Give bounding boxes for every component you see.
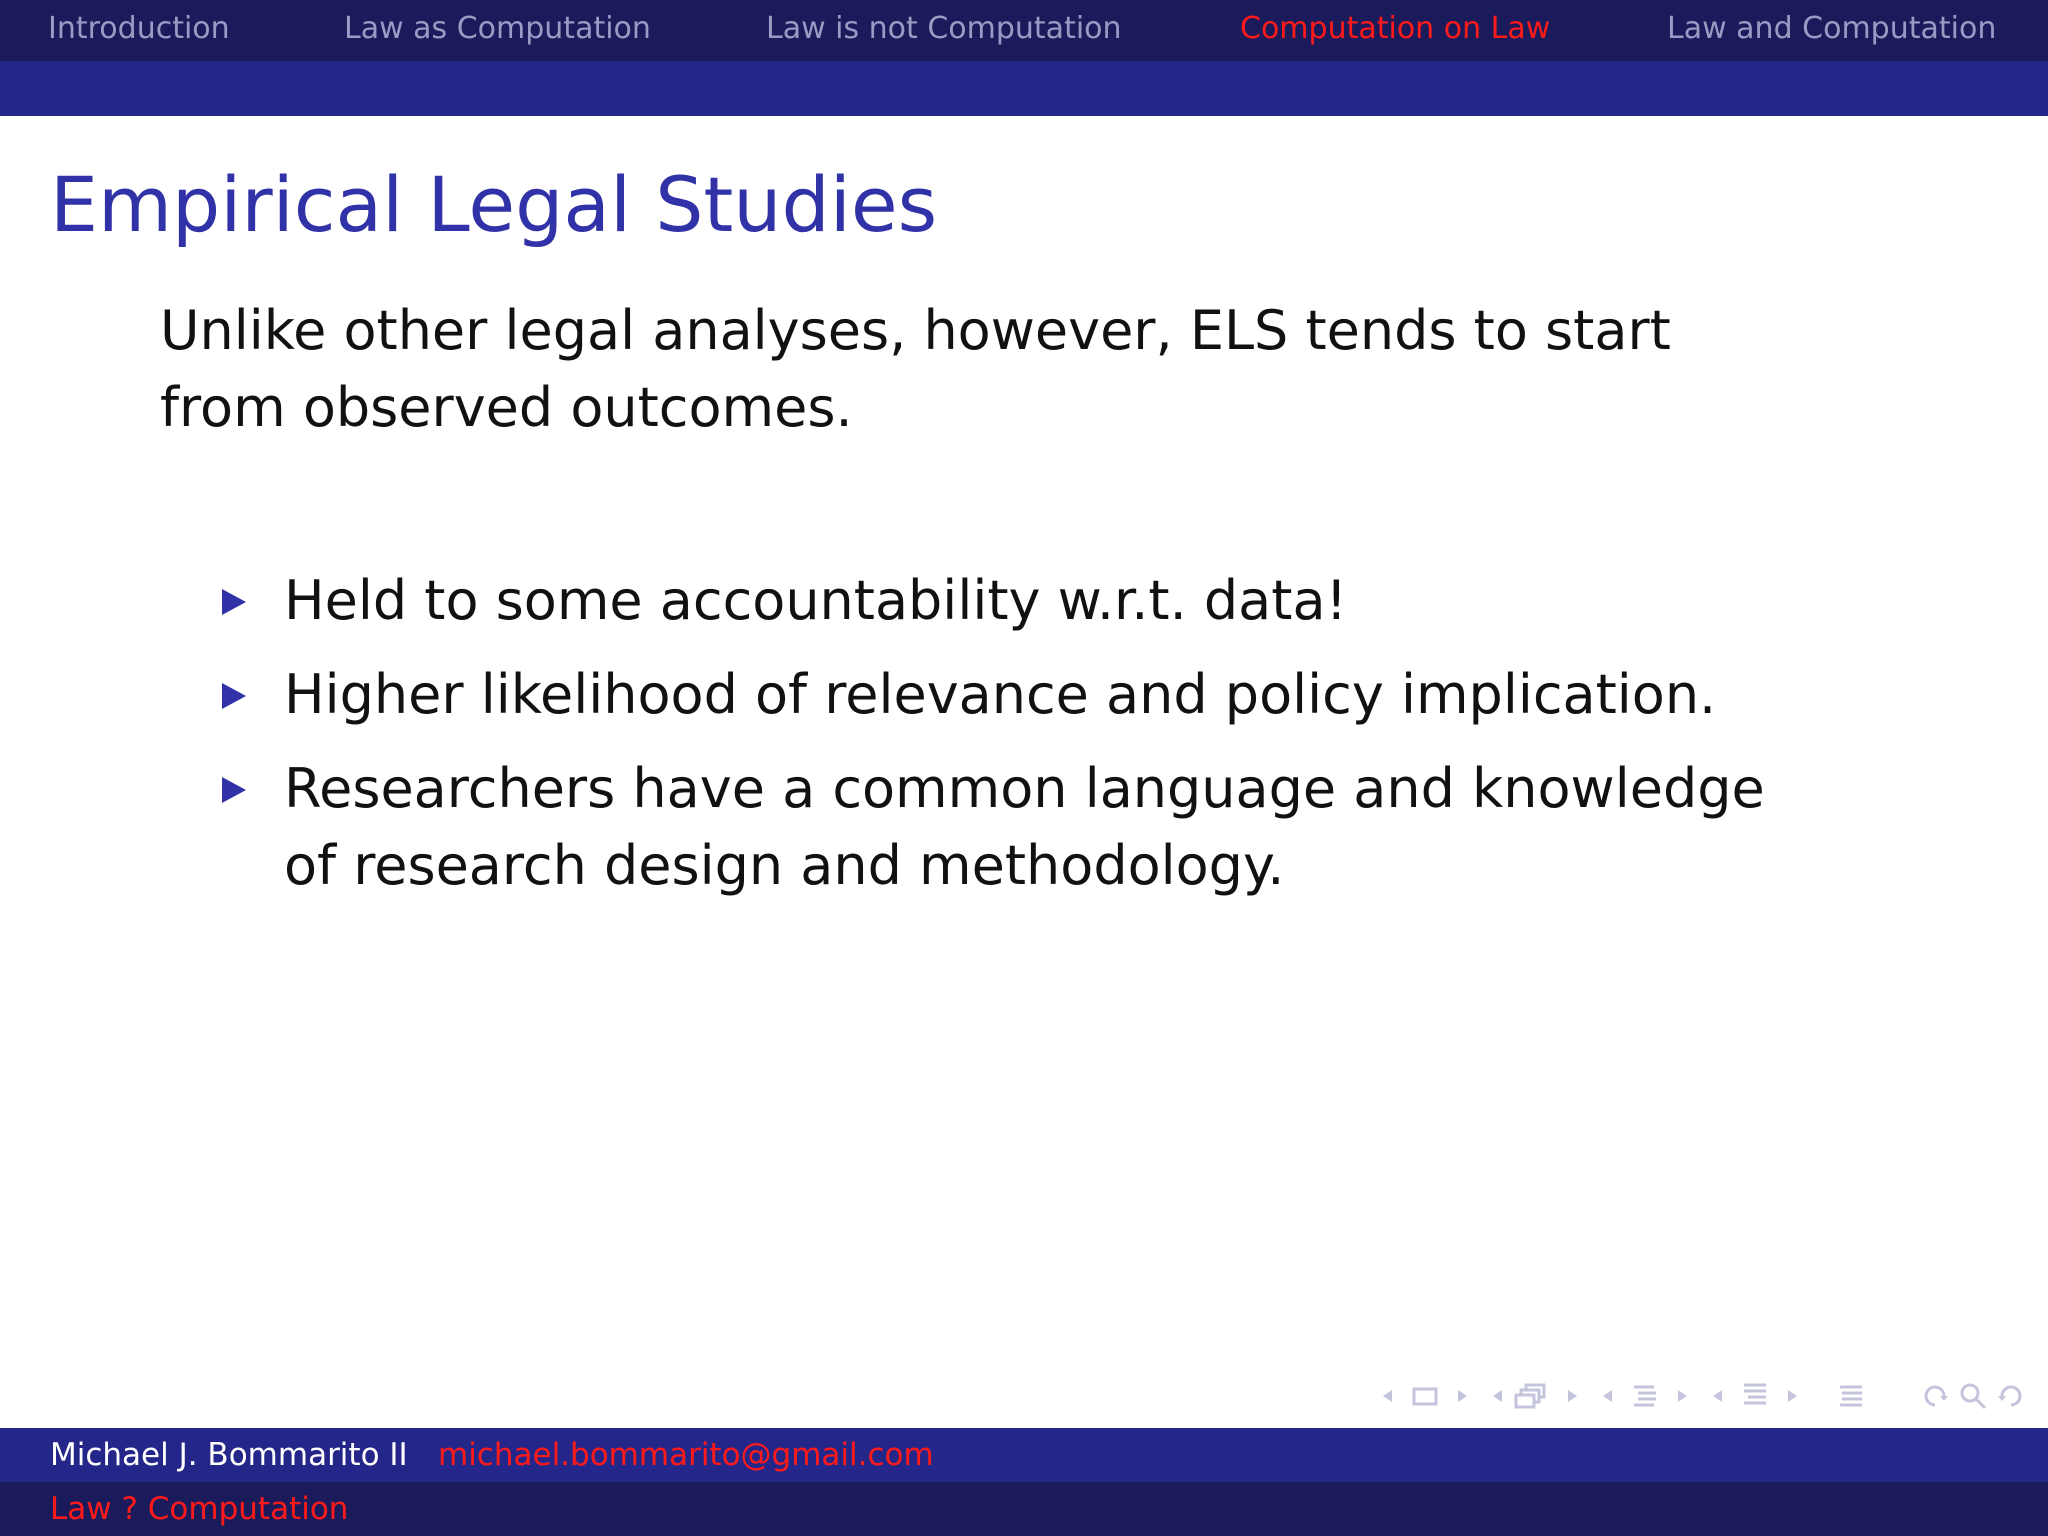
navigation-symbols bbox=[1364, 1378, 2028, 1414]
subsection-bar bbox=[0, 61, 2048, 116]
nav-section-law-and-computation[interactable]: Law and Computation bbox=[1667, 11, 1997, 46]
back-icon[interactable] bbox=[1918, 1379, 1952, 1413]
search-icon[interactable] bbox=[1956, 1379, 1990, 1413]
author-name: Michael J. Bommarito II bbox=[50, 1437, 408, 1473]
bullet-list bbox=[218, 562, 1778, 921]
list-item bbox=[218, 656, 1778, 733]
bullet-text: Held to some accountability w.r.t. data! bbox=[284, 569, 1348, 632]
subsection-nav-icon[interactable] bbox=[1488, 1379, 1584, 1413]
outline-icon[interactable] bbox=[1834, 1379, 1868, 1413]
bullet-text: Researchers have a common language and knowledge of research design and methodology. bbox=[284, 757, 1765, 897]
intro-paragraph: Unlike other legal analyses, however, ELS tends to start from observed outcomes. bbox=[160, 299, 1671, 439]
footer-author-bar bbox=[0, 1428, 2048, 1482]
frame-nav-icon[interactable] bbox=[1378, 1381, 1474, 1411]
nav-section-introduction[interactable]: Introduction bbox=[48, 11, 230, 46]
triangle-bullet-icon bbox=[222, 777, 246, 803]
list-item bbox=[218, 562, 1778, 639]
triangle-bullet-icon bbox=[222, 683, 246, 709]
forward-icon[interactable] bbox=[1994, 1379, 2028, 1413]
bullet-text: Higher likelihood of relevance and policy implication. bbox=[284, 663, 1717, 726]
triangle-bullet-icon bbox=[222, 589, 246, 615]
nav-section-law-as-computation[interactable]: Law as Computation bbox=[344, 11, 651, 46]
frame-title: Empirical Legal Studies bbox=[50, 160, 938, 249]
presentation-nav-icon[interactable] bbox=[1708, 1379, 1804, 1413]
nav-section-law-is-not-computation[interactable]: Law is not Computation bbox=[766, 11, 1122, 46]
presentation-short-title: Law ? Computation bbox=[50, 1491, 349, 1527]
author-email-link[interactable]: michael.bommarito@gmail.com bbox=[438, 1437, 934, 1473]
list-item bbox=[218, 750, 1778, 904]
nav-section-computation-on-law[interactable]: Computation on Law bbox=[1240, 11, 1551, 46]
section-navigation-bar bbox=[0, 0, 2048, 61]
section-nav-icon[interactable] bbox=[1598, 1379, 1694, 1413]
footer-title-bar bbox=[0, 1482, 2048, 1536]
